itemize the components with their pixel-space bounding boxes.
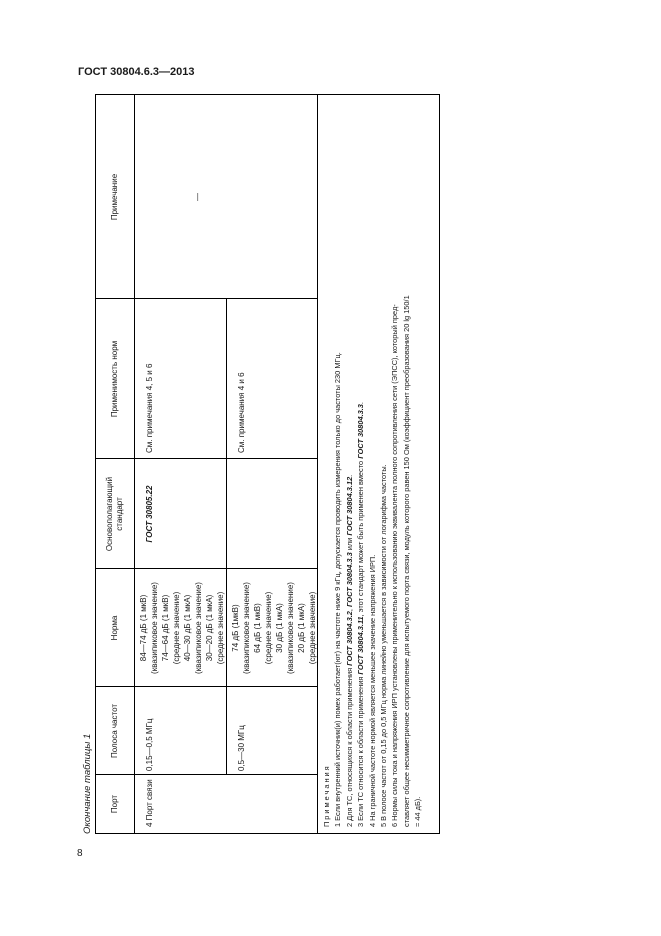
norm-cell-1 bbox=[138, 569, 226, 687]
norm-cell-2 bbox=[230, 569, 318, 687]
page-number: 8 bbox=[77, 848, 83, 859]
emission-limits-table bbox=[95, 94, 440, 834]
norm-line: 84—74 дБ (1 мкВ) bbox=[139, 594, 148, 662]
col-header-remark: Примечание bbox=[110, 173, 119, 221]
col-divider bbox=[96, 774, 317, 775]
norm-line: 74—64 дБ (1 мкВ) bbox=[161, 594, 170, 662]
col-header-band: Полоса частот bbox=[110, 703, 119, 759]
applicability-cell-1: См. примечания 4, 5 и 6 bbox=[145, 363, 154, 453]
band-cell-1: 0,15—0,5 МГц bbox=[145, 718, 154, 771]
notes-title: Примечания bbox=[322, 764, 331, 827]
remark-cell: — bbox=[193, 193, 202, 201]
norm-line: (квазипиковое значение) bbox=[150, 582, 159, 674]
col-divider bbox=[96, 298, 317, 299]
col-divider bbox=[96, 458, 317, 459]
note-6-line-1: 6 Нормы силы тока и напряжения ИРП установлены применительно к использованию эквивалента полного сопротивления сети (ЭПСС), который пред- bbox=[390, 304, 400, 827]
note-5: 5 В полосе частот от 0,15 до 0,5 МГц норма линейно уменьшается в зависимости от логарифма частоты. bbox=[379, 464, 389, 827]
col-header-norm: Норма bbox=[110, 615, 119, 641]
note-6-line-3: = 44 дБ). bbox=[413, 796, 423, 827]
rotated-table-block bbox=[80, 94, 440, 834]
table-notes bbox=[317, 95, 441, 833]
col-header-standard: Основополагающий стандарт bbox=[105, 476, 124, 552]
norm-line: (среднее значение) bbox=[172, 591, 181, 665]
band-cell-2: 0,5—30 МГц bbox=[237, 725, 246, 771]
applicability-cell-2: См. примечания 4 и 6 bbox=[237, 372, 246, 453]
norm-line: (квазипиковое значение) bbox=[242, 582, 251, 674]
norm-line: 30 дБ (1 мкА) bbox=[275, 603, 284, 653]
norm-line: 30—20 дБ (1 мкА) bbox=[205, 594, 214, 662]
col-header-applicability: Применимость норм bbox=[110, 340, 119, 418]
note-2: 2 Для ТС, относящихся к области применения ГОСТ 30804.3.2, ГОСТ 30804.3.3 или ГОСТ 30804.3.12. bbox=[344, 474, 354, 827]
note-4: 4 На граничной частоте нормой является меньшее значение напряжения ИРП. bbox=[367, 554, 377, 827]
standard-cell: ГОСТ 30805.22 bbox=[145, 485, 154, 543]
norm-line: (среднее значение) bbox=[308, 591, 317, 665]
norm-line: 74 дБ (1мкВ) bbox=[231, 604, 240, 652]
norm-line: (среднее значение) bbox=[264, 591, 273, 665]
norm-line: 20 дБ (1 мкА) bbox=[297, 603, 306, 653]
note-1: 1 Если внутренний источник(и) помех работает(ют) на частоте ниже 9 кГц, допускается проводить измерения только до частоты 230 МГц. bbox=[333, 352, 343, 827]
norm-line: (квазипиковое значение) bbox=[194, 582, 203, 674]
norm-line: 64 дБ (1 мкВ) bbox=[253, 603, 262, 653]
note-6-line-2: ставляет общее несимметричное сопротивление для испытуемого порта связи, модуль которого равен 150 Ом (коэффициент преобразования 20 lg 150/1 bbox=[401, 295, 411, 827]
col-header-port: Порт bbox=[110, 794, 119, 814]
norm-line: (квазипиковое значение) bbox=[286, 582, 295, 674]
table-header-row bbox=[96, 95, 135, 833]
norm-line: 40—30 дБ (1 мкА) bbox=[183, 594, 192, 662]
note-3: 3 Если ТС относится к области применения ГОСТ 30804.3.11, этот стандарт может быть применен вместо ГОСТ 30804.3.3. bbox=[356, 402, 366, 827]
port-cell: 4 Порт связи bbox=[145, 779, 154, 827]
table-caption: Окончание таблицы 1 bbox=[82, 733, 93, 834]
norm-line: (среднее значение) bbox=[216, 591, 225, 665]
document-header: ГОСТ 30804.6.3—2013 bbox=[78, 66, 195, 78]
row-divider bbox=[226, 299, 227, 775]
